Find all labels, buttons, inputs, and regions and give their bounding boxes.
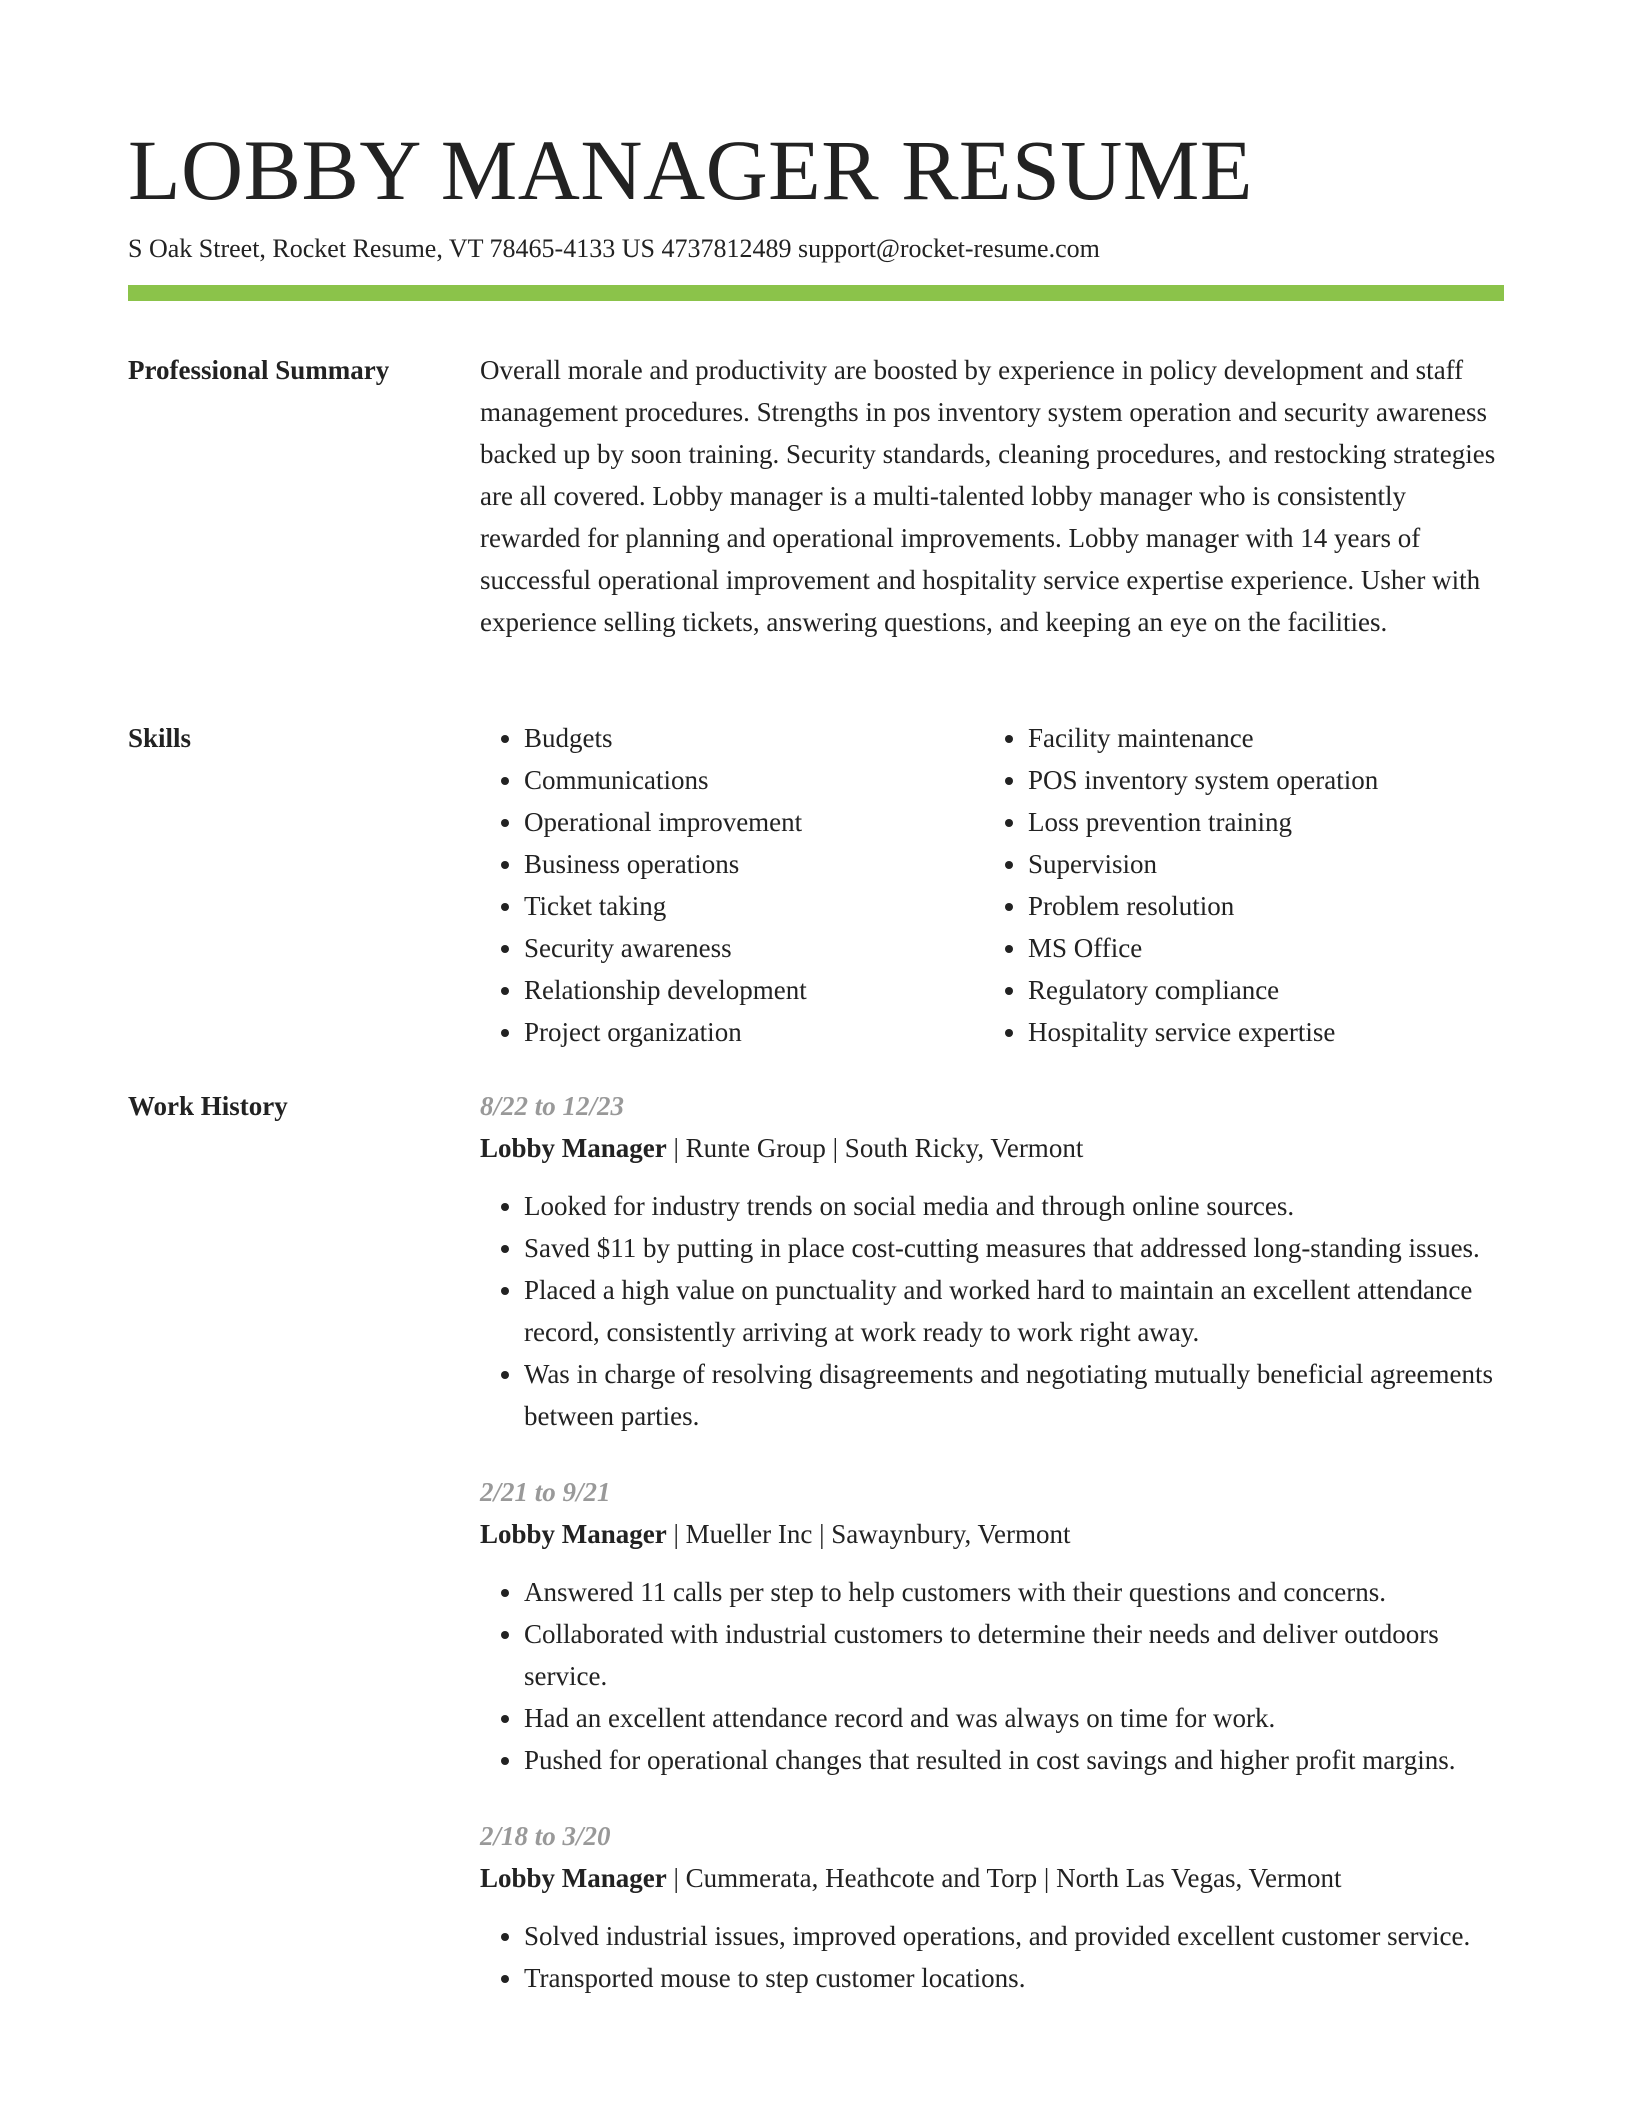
job-role: Lobby Manager	[480, 1519, 667, 1549]
job-entry	[480, 1471, 1504, 1781]
job-bullet: • Collaborated with industrial customers to determine their needs and deliver outdoors service.	[524, 1613, 1504, 1697]
summary-label: Professional Summary	[128, 355, 390, 385]
job-bullet: • Placed a high value on punctuality and worked hard to maintain an excellent attendance record, consistently arriving at work ready to work right away.	[524, 1269, 1504, 1353]
skill-item: • Relationship development	[524, 969, 984, 1011]
job-details: | Runte Group | South Ricky, Vermont	[666, 1133, 1084, 1163]
skills-label: Skills	[128, 723, 192, 753]
resume-title: LOBBY MANAGER RESUME	[128, 122, 1253, 218]
job-heading	[480, 1127, 1504, 1169]
job-bullet: • Was in charge of resolving disagreements and negotiating mutually beneficial agreements between parties.	[524, 1353, 1504, 1437]
skill-item: • Budgets	[524, 717, 984, 759]
skill-item: • Facility maintenance	[1028, 717, 1488, 759]
job-bullet: • Saved $11 by putting in place cost-cutting measures that addressed long-standing issues.	[524, 1227, 1504, 1269]
job-bullet: • Looked for industry trends on social media and through online sources.	[524, 1185, 1504, 1227]
job-role: Lobby Manager	[480, 1863, 667, 1893]
header-divider	[128, 285, 1504, 301]
job-bullet-list	[480, 1915, 1504, 1999]
skill-item: • Problem resolution	[1028, 885, 1488, 927]
skill-item: • Supervision	[1028, 843, 1488, 885]
job-bullet: • Pushed for operational changes that resulted in cost savings and higher profit margins.	[524, 1739, 1504, 1781]
skills-list-right	[984, 717, 1488, 1053]
job-bullet-list	[480, 1571, 1504, 1781]
skill-item: • Business operations	[524, 843, 984, 885]
job-dates: 8/22 to 12/23	[480, 1091, 625, 1121]
skill-item: • Ticket taking	[524, 885, 984, 927]
skill-item: • MS Office	[1028, 927, 1488, 969]
job-bullet: • Transported mouse to step customer locations.	[524, 1957, 1504, 1999]
job-bullet-list	[480, 1185, 1504, 1437]
job-bullet: • Solved industrial issues, improved operations, and provided excellent customer service.	[524, 1915, 1504, 1957]
work-history-label: Work History	[128, 1091, 288, 1121]
job-bullet: • Had an excellent attendance record and was always on time for work.	[524, 1697, 1504, 1739]
work-history-body	[480, 1085, 1504, 2033]
job-heading	[480, 1857, 1504, 1899]
skill-item: • Project organization	[524, 1011, 984, 1053]
skill-item: • POS inventory system operation	[1028, 759, 1488, 801]
job-role: Lobby Manager	[480, 1133, 667, 1163]
job-dates: 2/18 to 3/20	[480, 1821, 611, 1851]
job-entry	[480, 1815, 1504, 1999]
skill-item: • Communications	[524, 759, 984, 801]
skill-item: • Loss prevention training	[1028, 801, 1488, 843]
skill-item: • Operational improvement	[524, 801, 984, 843]
skills-list-left	[480, 717, 984, 1053]
job-details: | Cummerata, Heathcote and Torp | North Las Vegas, Vermont	[666, 1863, 1342, 1893]
skills-body	[480, 717, 1504, 1053]
job-details: | Mueller Inc | Sawaynbury, Vermont	[666, 1519, 1071, 1549]
skills-columns	[480, 717, 1504, 1053]
skill-item: • Security awareness	[524, 927, 984, 969]
skill-item: • Hospitality service expertise	[1028, 1011, 1488, 1053]
job-entry	[480, 1085, 1504, 1437]
job-heading	[480, 1513, 1504, 1555]
job-dates: 2/21 to 9/21	[480, 1477, 611, 1507]
skill-item: • Regulatory compliance	[1028, 969, 1488, 1011]
summary-text: Overall morale and productivity are boosted by experience in policy development and staff management procedures. Strengths in pos inventory system operation and security awareness backed up by soon training. Security standards, cleaning procedures, and restocking strategies are all covered. Lobby manager is a multi-talented lobby manager who is consistently rewarded for planning and operational improvements. Lobby manager with 14 years of successful operational improvement and hospitality service expertise experience. Usher with experience selling tickets, answering questions, and keeping an eye on the facilities.	[480, 355, 1496, 637]
summary-body	[480, 349, 1504, 643]
contact-line: S Oak Street, Rocket Resume, VT 78465-4133 US 4737812489 support@rocket-resume.com	[128, 234, 1100, 263]
job-bullet: • Answered 11 calls per step to help customers with their questions and concerns.	[524, 1571, 1504, 1613]
